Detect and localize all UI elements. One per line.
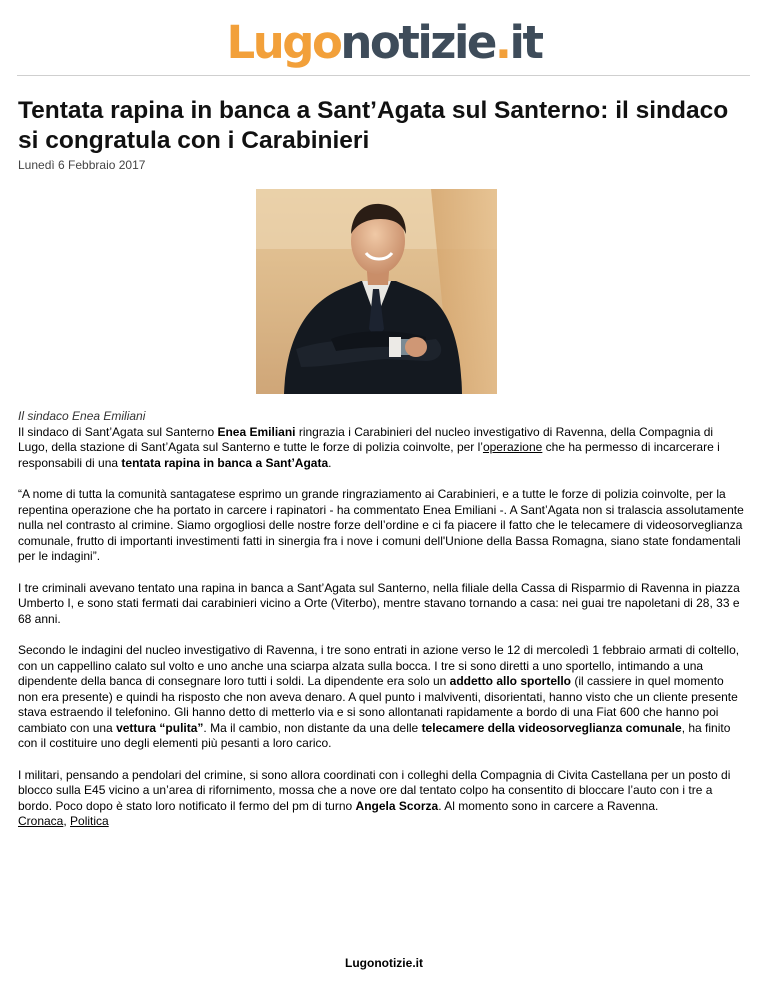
text-run: . Ma il cambio, non distante da una delle <box>203 720 422 735</box>
paragraph-4 <box>18 643 746 752</box>
bold-text: tentata rapina in banca a Sant’Agata <box>121 455 329 470</box>
mayor-photo-image <box>256 189 497 394</box>
text-run: (il cassiere in quel momento non era presente) e quindi ha risposto che non aveva denaro. A quel punto i malviventi, disorientati, hanno visto che un cliente presente stava estraendo il telefonino. Gli hanno detto di metterlo via e si sono allontanati rapidamente a bordo di una Fiat 600 che hanno poi cambiato con una <box>18 674 738 735</box>
bold-text: addetto allo sportello <box>449 674 571 689</box>
bold-text: telecamere della videosorveglianza comunale <box>421 720 682 735</box>
bold-text: Angela Scorza <box>355 798 439 813</box>
text-run: Il sindaco di Sant’Agata sul Santerno <box>18 424 218 439</box>
text-run: , ha finito con il costituire uno degli elementi più pesanti a loro carico. <box>18 720 731 751</box>
article-photo <box>256 189 497 394</box>
paragraph-2: “A nome di tutta la comunità santagatese esprimo un grande ringraziamento ai Carabinieri, e a tutte le forze di polizia coinvolte, per la repentina operazione che ha portato in carcere i rapinatori - ha commentato Enea Emiliani -. A Sant’Agata non si tralascia assolutamente nulla nel contrasto al crimine. Siamo orgogliosi delle nostre forze dell’ordine e ci fa piacere il fatto che le telecamere di videosorveglianza comunale, frutto di importanti investimenti fatti in sinergia fra i nove i comuni dell'Unione della Bassa Romagna, siano state fondamentali per le indagini”. <box>18 486 744 564</box>
text-run: Secondo le indagini del nucleo investigativo di Ravenna, i tre sono entrati in azione verso le 12 di mercoledì 1 febbraio armati di coltello, con un cappellino calato sul volto e uno anche una sciarpa alzata sulla bocca. I tre si sono diretti a uno sportello, intimando a una dipendente della banca di consegnare loro tutti i soldi. La dipendente era solo un <box>18 642 740 689</box>
article-body <box>18 409 746 830</box>
masthead <box>0 14 768 72</box>
logo-it: it <box>509 16 542 69</box>
logo-dot: . <box>494 16 510 69</box>
logo-notizie: notizie <box>340 16 495 69</box>
text-run: che ha permesso di incarcerare i responsabili di una <box>18 440 720 470</box>
logo-lugo: Lugo <box>226 16 341 69</box>
tag-politica-link[interactable]: Politica <box>70 814 109 829</box>
tag-cronaca-link[interactable]: Cronaca <box>18 814 64 829</box>
footer-site-name: Lugonotizie.it <box>345 956 423 970</box>
bold-text: vettura “pulita” <box>116 720 204 735</box>
bold-text: Enea Emiliani <box>217 424 296 439</box>
article-tags <box>18 814 746 830</box>
operazione-link[interactable]: operazione <box>482 440 543 455</box>
photo-caption: Il sindaco Enea Emiliani <box>18 409 146 423</box>
text-run: ringrazia i Carabinieri del nucleo investigativo di Ravenna, della Compagnia di Lugo, della stazione di Sant’Agata sul Santerno e tutte le forze di polizia coinvolte, per l’ <box>18 424 714 455</box>
paragraph-5 <box>18 768 746 815</box>
tag-separator: , <box>63 814 71 829</box>
text-run: . Al momento sono in carcere a Ravenna. <box>438 798 659 813</box>
paragraph-1 <box>18 425 746 472</box>
text-run: . <box>328 455 332 470</box>
article-title: Tentata rapina in banca a Sant’Agata sul Santerno: il sindaco si congratula con i Carabinieri <box>18 97 729 154</box>
paragraph-3: I tre criminali avevano tentato una rapina in banca a Sant’Agata sul Santerno, nella filiale della Cassa di Risparmio di Ravenna in piazza Umberto I, e sono stati fermati dai carabinieri vicino a Orte (Viterbo), mentre stavano tornando a casa: nei guai tre napoletani di 28, 33 e 68 anni. <box>18 580 740 626</box>
text-run: I militari, pensando a pendolari del crimine, si sono allora coordinati con i colleghi della Compagnia di Civita Castellana per un posto di blocco sulla E45 vicino a un’area di rifornimento, mossa che a nove ore dal tentato colpo ha consentito di bloccare l’auto con i tre a bordo. Poco dopo è stato loro notificato il fermo del pm di turno <box>18 767 731 813</box>
header-divider <box>17 75 750 76</box>
article-date: Lunedì 6 Febbraio 2017 <box>18 158 146 172</box>
site-logo[interactable] <box>227 14 542 72</box>
